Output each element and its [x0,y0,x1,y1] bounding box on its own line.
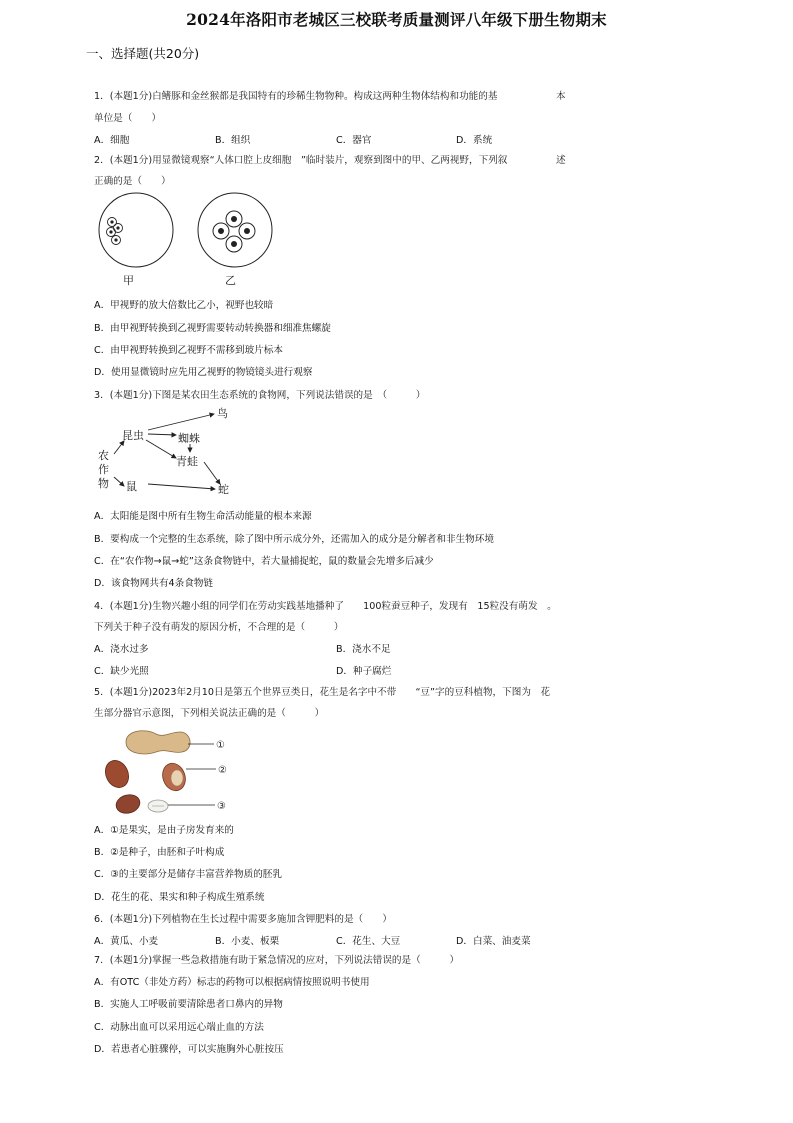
q3-option-c: C．在“农作物→鼠→蛇”这条食物链中，若大量捕捉蛇，鼠的数量会先增多后减少 [94,556,434,567]
q3-option-b: B．要构成一个完整的生态系统，除了图中所示成分外，还需加入的成分是分解者和非生物环境 [94,534,494,545]
q1-stem-line1: 1．(本题1分)白鳍豚和金丝猴都是我国特有的珍稀生物物种。构成这两种生物体结构和功能的基 [94,91,498,102]
q6-option-b: B．小麦、板栗 [215,936,280,947]
q1-stem-line2: 单位是（ ） [94,113,162,124]
web-mouse: 鼠 [126,480,137,493]
q3-option-a: A．太阳能是图中所有生物生命活动能量的根本来源 [94,511,312,522]
label-3: ③ [217,801,226,812]
q6-stem: 6．(本题1分)下列植物在生长过程中需要多施加含钾肥料的是（ ） [94,914,392,925]
q2-stem-line1: 2．(本题1分)用显微镜观察“人体口腔上皮细胞 ”临时装片，观察到图中的甲、乙两视野，下列叙 [94,155,508,166]
q1-option-b: B．组织 [215,135,251,146]
q2-option-b: B．由甲视野转换到乙视野需要转动转换器和细准焦螺旋 [94,323,331,334]
q1-stem-tail: 本 [556,91,566,102]
q2-stem-line2: 正确的是（ ） [94,176,171,187]
q4-stem-line1: 4．(本题1分)生物兴趣小组的同学们在劳动实践基地播种了 100粒蚕豆种子，发现有 15粒没有萌发 。 [94,601,557,612]
peanut-figure [100,724,240,820]
q4-option-b: B．浇水不足 [336,644,391,655]
field-yi-label: 乙 [225,274,236,287]
q7-stem: 7．(本题1分)掌握一些急救措施有助于紧急情况的应对，下列说法错误的是（ ） [94,955,460,966]
q7-option-a: A．有OTC（非处方药）标志的药物可以根据病情按照说明书使用 [94,977,370,988]
q2-option-a: A．甲视野的放大倍数比乙小，视野也较暗 [94,300,274,311]
microscope-fields-figure [94,188,284,288]
food-web-arrows [114,414,220,489]
q4-option-d: D．种子腐烂 [336,666,392,677]
web-bird: 鸟 [217,407,228,420]
web-producer-1: 农 [98,449,109,462]
q5-option-d: D．花生的花、果实和种子构成生殖系统 [94,892,265,903]
q4-option-a: A．浇水过多 [94,644,149,655]
q5-stem-line1: 5．(本题1分)2023年2月10日是第五个世界豆类日，花生是名字中不带 “豆”字的豆科植物，下图为 花 [94,687,551,698]
q1-option-d: D．系统 [456,135,493,146]
web-producer-3: 物 [98,477,109,490]
q4-stem-line2: 下列关于种子没有萌发的原因分析，不合理的是（ ） [94,622,344,633]
page-title: 2024年洛阳市老城区三校联考质量测评八年级下册生物期末 [186,10,607,29]
web-insect: 昆虫 [122,429,144,442]
food-web-figure [94,404,244,499]
q1-option-c: C．器官 [336,135,372,146]
q6-option-d: D．白菜、油麦菜 [456,936,531,947]
q2-option-d: D．使用显微镜时应先用乙视野的物镜镜头进行观察 [94,367,313,378]
peanut-embryo [148,800,168,812]
q7-option-c: C．动脉出血可以采用远心端止血的方法 [94,1022,264,1033]
q2-option-c: C．由甲视野转换到乙视野不需移到玻片标本 [94,345,283,356]
web-snake: 蛇 [218,483,229,496]
peanut-pod [126,731,190,754]
q5-option-b: B．②是种子，由胚和子叶构成 [94,847,225,858]
q7-option-b: B．实施人工呼吸前要清除患者口鼻内的异物 [94,999,283,1010]
q7-option-d: D．若患者心脏骤停，可以实施胸外心脏按压 [94,1044,284,1055]
label-2: ② [218,765,227,776]
q2-stem-tail: 述 [556,155,566,166]
q3-option-d: D．该食物网共有4条食物链 [94,578,214,589]
peanut-seeds [101,757,189,816]
label-1: ① [216,740,225,751]
q5-stem-line2: 生部分器官示意图，下列相关说法正确的是（ ） [94,708,325,719]
section-heading: 一、选择题(共20分) [86,46,200,61]
field-yi [198,193,272,287]
q5-option-c: C．③的主要部分是储存丰富营养物质的胚乳 [94,869,282,880]
q6-option-c: C．花生、大豆 [336,936,401,947]
q5-option-a: A．①是果实，是由子房发育来的 [94,825,234,836]
web-producer-2: 作 [98,463,109,476]
q1-option-a: A．细胞 [94,135,130,146]
web-frog: 青蛙 [176,455,198,468]
q4-option-c: C．缺少光照 [94,666,149,677]
q3-stem: 3．(本题1分)下图是某农田生态系统的食物网，下列说法错误的是 （ ） [94,390,426,401]
q6-option-a: A．黄瓜、小麦 [94,936,159,947]
field-jia-label: 甲 [123,274,134,287]
field-jia [99,193,173,287]
web-spider: 蜘蛛 [178,432,200,445]
